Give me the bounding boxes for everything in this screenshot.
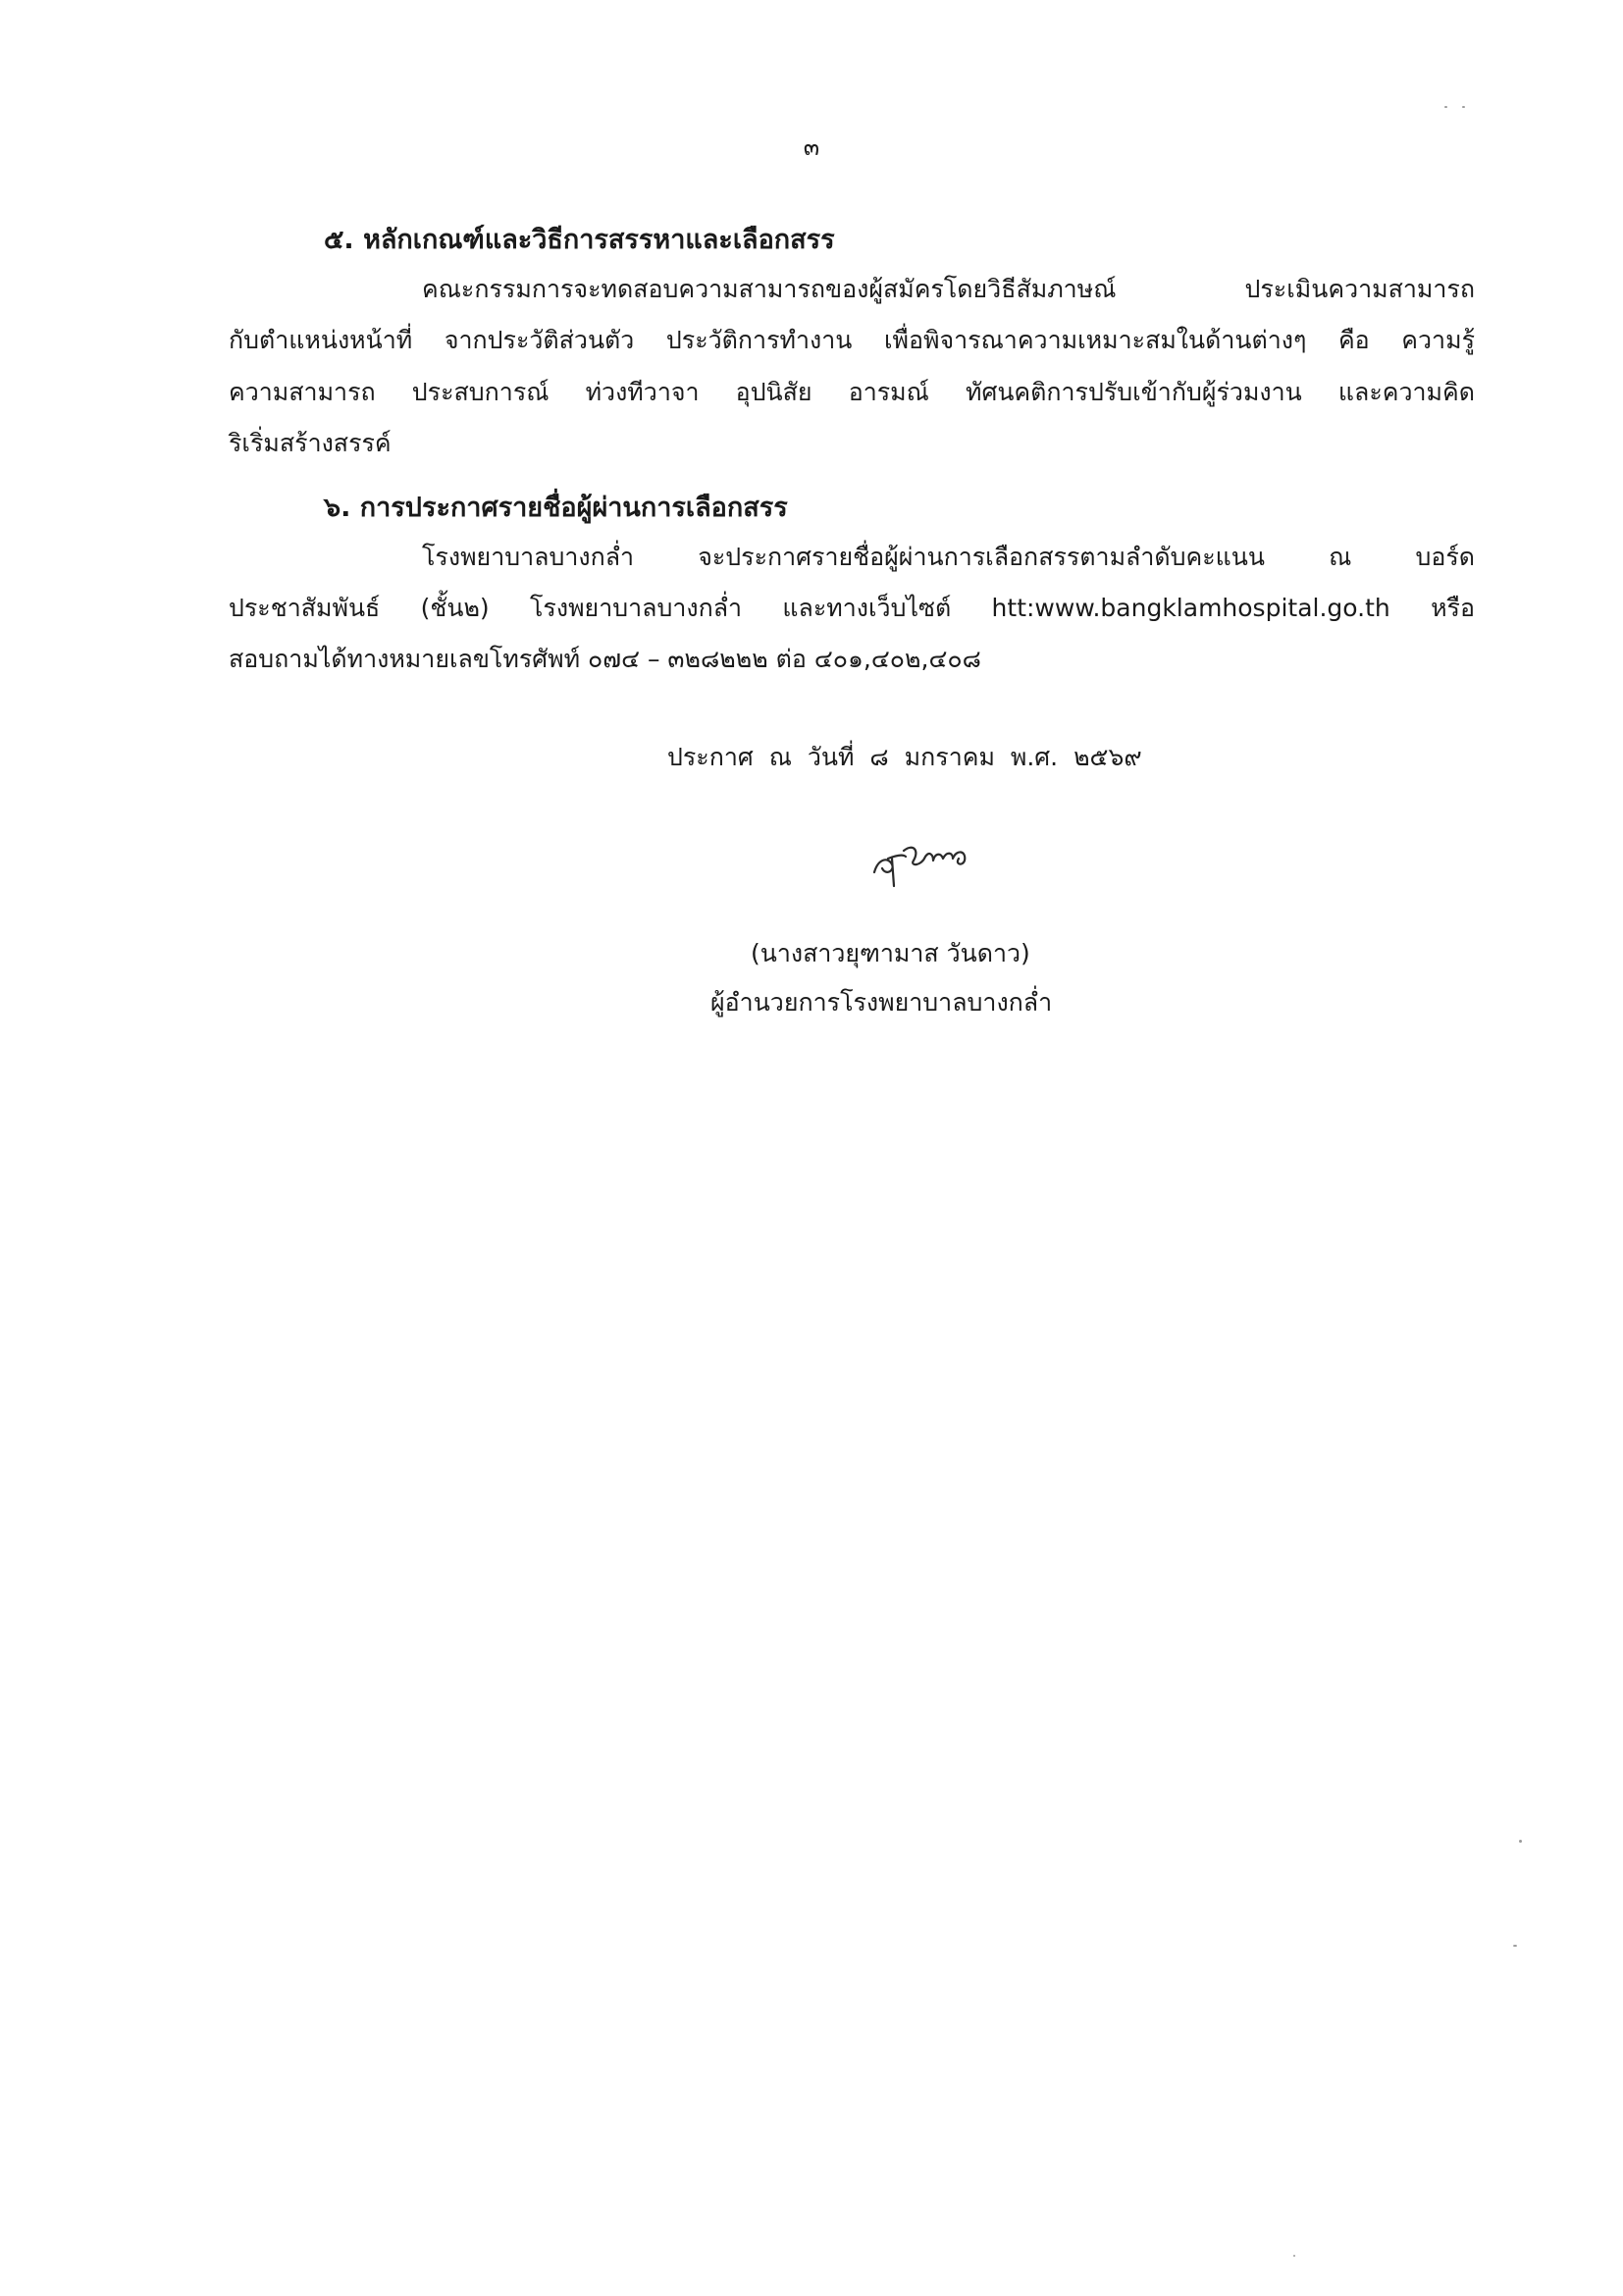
signer-title: ผู้อำนวยการโรงพยาบาลบางกล่ำ (710, 988, 1053, 1017)
scan-speck (1293, 2255, 1295, 2257)
scan-speck (1444, 106, 1447, 108)
section-5-line-3: ความสามารถ ประสบการณ์ ท่วงทีวาจา อุปนิสัย อารมณ์ ทัศนคติการปรับเข้ากับผู้ร่วมงาน และความคิด (229, 378, 1475, 406)
section-5-line-2: กับตำแหน่งหน้าที่ จากประวัติส่วนตัว ประวัติการทำงาน เพื่อพิจารณาความเหมาะสมในด้านต่างๆ คือ ความรู้ (229, 326, 1475, 354)
announcement-date: ประกาศ ณ วันที่ ๘ มกราคม พ.ศ. ๒๕๖๙ (667, 743, 1142, 771)
section-5-heading: ๕. หลักเกณฑ์และวิธีการสรรหาและเลือกสรร (324, 225, 835, 255)
section-6-heading: ๖. การประกาศรายชื่อผู้ผ่านการเลือกสรร (324, 493, 788, 523)
signer-name: (นางสาวยุฑามาส วันดาว) (751, 939, 1030, 967)
scan-speck (1462, 106, 1465, 108)
section-5-line-1: คณะกรรมการจะทดสอบความสามารถของผู้สมัครโดยวิธีสัมภาษณ์ ประเมินความสามารถ (422, 275, 1475, 303)
section-6-line-1: โรงพยาบาลบางกล่ำ จะประกาศรายชื่อผู้ผ่านการเลือกสรรตามลำดับคะแนน ณ บอร์ด (422, 543, 1475, 571)
signature-mark (868, 829, 1006, 888)
scan-speck (1519, 1840, 1522, 1843)
section-6-line-2: ประชาสัมพันธ์ (ชั้น๒) โรงพยาบาลบางกล่ำ และทางเว็บไซต์ htt:www.bangklamhospital.go.th หรือ (229, 594, 1475, 622)
page-number: ๓ (803, 133, 820, 161)
section-5-line-4: ริเริ่มสร้างสรรค์ (229, 429, 392, 457)
scan-speck (1513, 1945, 1517, 1947)
section-6-line-3: สอบถามได้ทางหมายเลขโทรศัพท์ ๐๗๔ – ๓๒๘๒๒๒ ต่อ ๔๐๑,๔๐๒,๔๐๘ (229, 645, 981, 673)
